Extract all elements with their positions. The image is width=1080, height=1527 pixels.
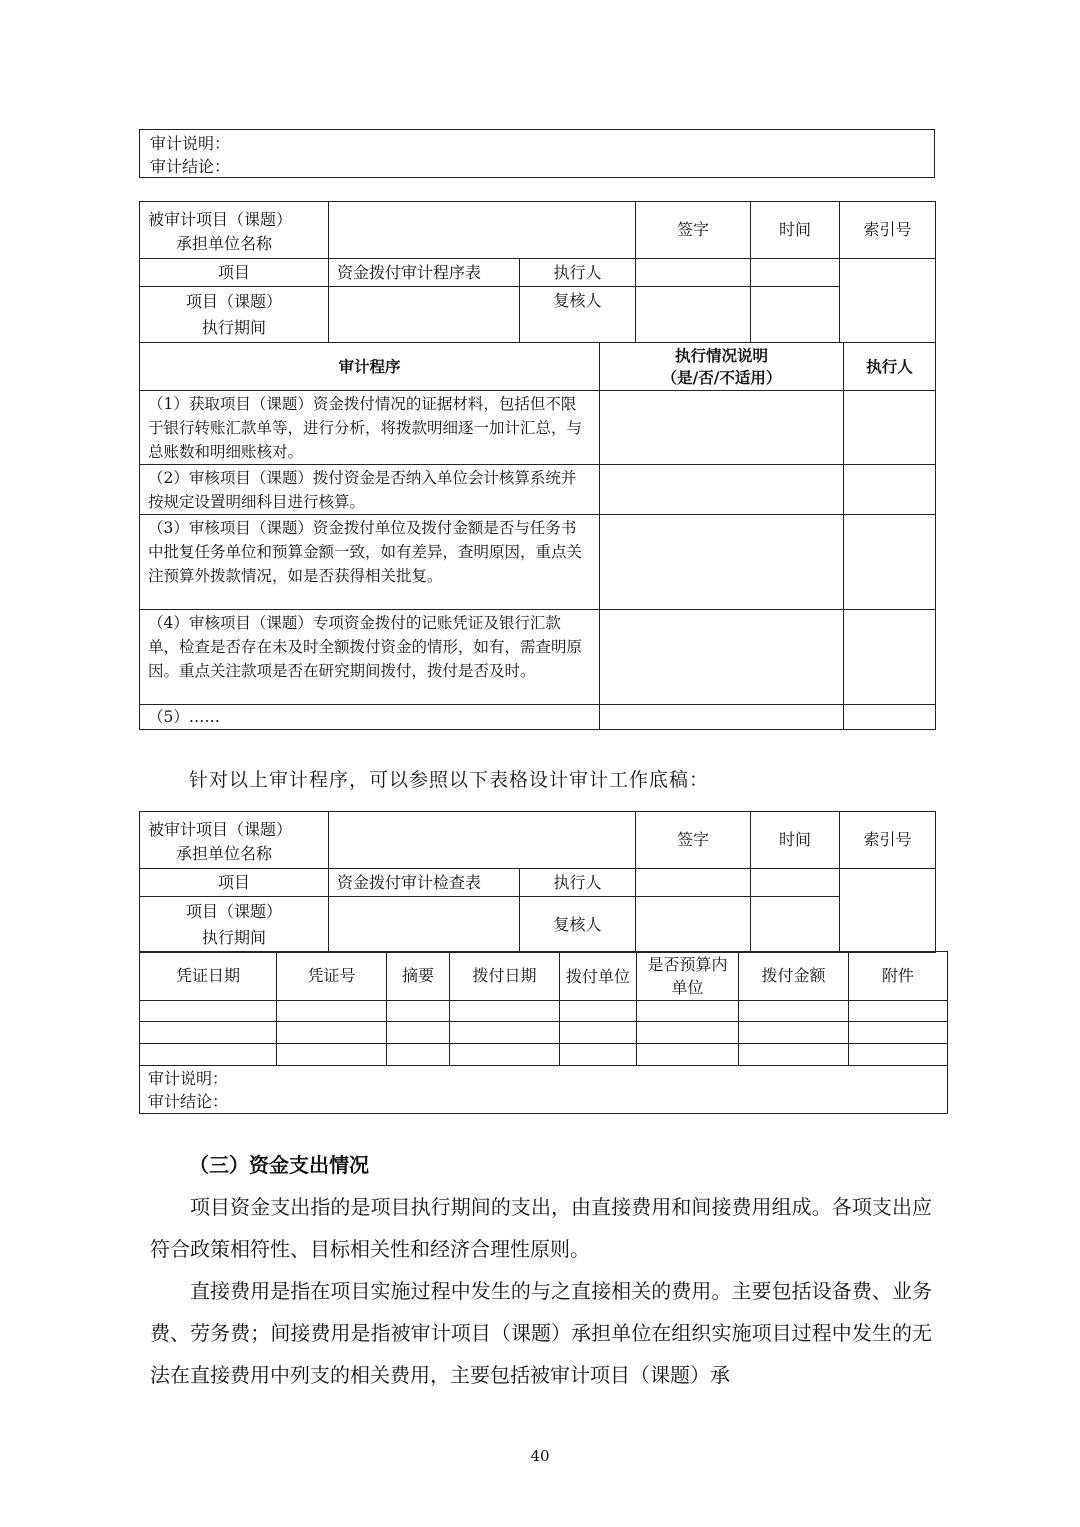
procedure-executor-cell	[844, 465, 936, 515]
column-header-voucher-no: 凭证号	[277, 952, 387, 1001]
column-header-disburse-unit: 拨付单位	[560, 952, 637, 1001]
top-audit-note	[139, 129, 935, 178]
reviewer-time-cell	[751, 897, 840, 953]
grid-cell	[387, 1001, 450, 1022]
period-label	[140, 287, 329, 343]
section-heading: （三）资金支出情况	[189, 1153, 369, 1177]
grid-cell	[560, 1022, 637, 1044]
grid-cell	[849, 1022, 948, 1044]
procedure-row: （3）审核项目（课题）资金拨付单位及拨付金额是否与任务书中批复任务单位和预算金额一致，如有差异，查明原因，重点关注预算外拨款情况，如是否获得相关批复。	[140, 515, 600, 610]
paragraph: 直接费用是指在项目实施过程中发生的与之直接相关的费用。主要包括设备费、业务费、劳务费；间接费用是指被审计项目（课题）承担单位在组织实施项目过程中发生的无法在直接费用中列支的相关费用，主要包括被审计项目（课题）承	[150, 1279, 932, 1387]
project-unit-value	[329, 812, 636, 869]
body-text	[150, 1186, 932, 1396]
project-label: 被审计项目（课题）	[148, 209, 293, 229]
executor-label: 执行人	[520, 869, 636, 897]
paragraph: 项目资金支出指的是项目执行期间的支出，由直接费用和间接费用组成。各项支出应符合政策相符性、目标相关性和经济合理性原则。	[150, 1195, 932, 1261]
period-value	[329, 897, 520, 953]
executor-sign-cell	[636, 869, 751, 897]
procedure-table-header	[139, 201, 936, 343]
grid-cell	[560, 1001, 637, 1022]
procedure-executor-cell	[844, 515, 936, 610]
procedure-row: （5）……	[140, 705, 600, 730]
description-header-line1: 执行情况说明	[674, 345, 768, 365]
check-audit-note	[140, 1066, 948, 1114]
procedure-desc-cell	[600, 465, 844, 515]
procedure-row: （1）获取项目（课题）资金拨付情况的证据材料，包括但不限于银行转账汇款单等，进行分析，将拨款明细逐一加计汇总，与总账数和明细账核对。	[140, 391, 600, 465]
procedure-desc-cell	[600, 610, 844, 705]
executor-column-header: 执行人	[844, 343, 936, 391]
column-header-voucher-date: 凭证日期	[140, 952, 277, 1001]
table-row	[140, 1022, 948, 1044]
grid-cell	[637, 1044, 739, 1066]
grid-cell	[637, 1022, 739, 1044]
grid-cell	[277, 1044, 387, 1066]
grid-cell	[849, 1001, 948, 1022]
reviewer-label: 复核人	[520, 897, 636, 953]
grid-cell	[140, 1044, 277, 1066]
index-value-cell	[840, 259, 936, 343]
procedure-executor-cell	[844, 610, 936, 705]
column-header-attachment: 附件	[849, 952, 948, 1001]
description-column-header	[600, 343, 844, 391]
sign-header: 签字	[636, 812, 751, 869]
page-number: 40	[530, 1447, 550, 1465]
grid-cell	[140, 1022, 277, 1044]
period-label-line2: 执行期间	[201, 317, 266, 337]
period-label-line1: 项目（课题）	[185, 901, 282, 921]
procedure-executor-cell	[844, 705, 936, 730]
sign-header: 签字	[636, 202, 751, 259]
period-value	[329, 287, 520, 343]
item-label: 项目	[140, 869, 329, 897]
grid-cell	[849, 1044, 948, 1066]
intro-text: 针对以上审计程序，可以参照以下表格设计审计工作底稿：	[189, 769, 710, 791]
grid-cell	[450, 1001, 560, 1022]
executor-label: 执行人	[520, 259, 636, 287]
procedure-desc-cell	[600, 705, 844, 730]
grid-cell	[140, 1001, 277, 1022]
item-label: 项目	[140, 259, 329, 287]
grid-cell	[450, 1044, 560, 1066]
grid-cell	[637, 1001, 739, 1022]
check-detail-table	[139, 951, 948, 1114]
reviewer-sign-cell	[636, 287, 751, 343]
column-header-disburse-date: 拨付日期	[450, 952, 560, 1001]
project-label: 被审计项目（课题）	[148, 819, 293, 839]
reviewer-label: 复核人	[520, 287, 636, 343]
grid-cell	[739, 1044, 849, 1066]
procedure-column-header: 审计程序	[140, 343, 600, 391]
table-title: 资金拨付审计程序表	[329, 259, 520, 287]
procedure-row: （2）审核项目（课题）拨付资金是否纳入单位会计核算系统并按规定设置明细科目进行核算。	[140, 465, 600, 515]
executor-sign-cell	[636, 259, 751, 287]
description-header-line2: （是/否/不适用）	[661, 367, 782, 387]
index-header: 索引号	[840, 202, 936, 259]
index-value-cell	[840, 869, 936, 953]
grid-cell	[739, 1001, 849, 1022]
procedure-executor-cell	[844, 391, 936, 465]
grid-cell	[277, 1022, 387, 1044]
reviewer-sign-cell	[636, 897, 751, 953]
time-header: 时间	[751, 202, 840, 259]
procedure-table	[139, 342, 936, 730]
column-header-summary: 摘要	[387, 952, 450, 1001]
grid-cell	[560, 1044, 637, 1066]
audit-explain-label: 审计说明：	[150, 134, 231, 153]
table-title: 资金拨付审计检查表	[329, 869, 520, 897]
index-header: 索引号	[840, 812, 936, 869]
grid-cell	[387, 1022, 450, 1044]
unit-label: 承担单位名称	[176, 843, 273, 863]
audit-explain-label: 审计说明：	[148, 1068, 229, 1088]
check-table-header	[139, 811, 936, 953]
grid-cell	[450, 1022, 560, 1044]
project-unit-label	[140, 202, 329, 259]
procedure-desc-cell	[600, 515, 844, 610]
grid-cell	[277, 1001, 387, 1022]
audit-conclusion-label: 审计结论：	[150, 157, 231, 176]
project-unit-value	[329, 202, 636, 259]
column-header-in-budget: 是否预算内单位	[637, 952, 739, 1001]
period-label-line1: 项目（课题）	[185, 291, 282, 311]
period-label	[140, 897, 329, 953]
column-header-amount: 拨付金额	[739, 952, 849, 1001]
table-row	[140, 1044, 948, 1066]
project-unit-label	[140, 812, 329, 869]
grid-cell	[739, 1022, 849, 1044]
reviewer-time-cell	[751, 287, 840, 343]
unit-label: 承担单位名称	[176, 233, 273, 253]
executor-time-cell	[751, 259, 840, 287]
executor-time-cell	[751, 869, 840, 897]
audit-conclusion-label: 审计结论：	[148, 1091, 229, 1111]
grid-cell	[387, 1044, 450, 1066]
period-label-line2: 执行期间	[201, 927, 266, 947]
table-row	[140, 1001, 948, 1022]
time-header: 时间	[751, 812, 840, 869]
procedure-desc-cell	[600, 391, 844, 465]
procedure-row: （4）审核项目（课题）专项资金拨付的记账凭证及银行汇款单，检查是否存在未及时全额拨付资金的情形，如有，需查明原因。重点关注款项是否在研究期间拨付，拨付是否及时。	[140, 610, 600, 705]
